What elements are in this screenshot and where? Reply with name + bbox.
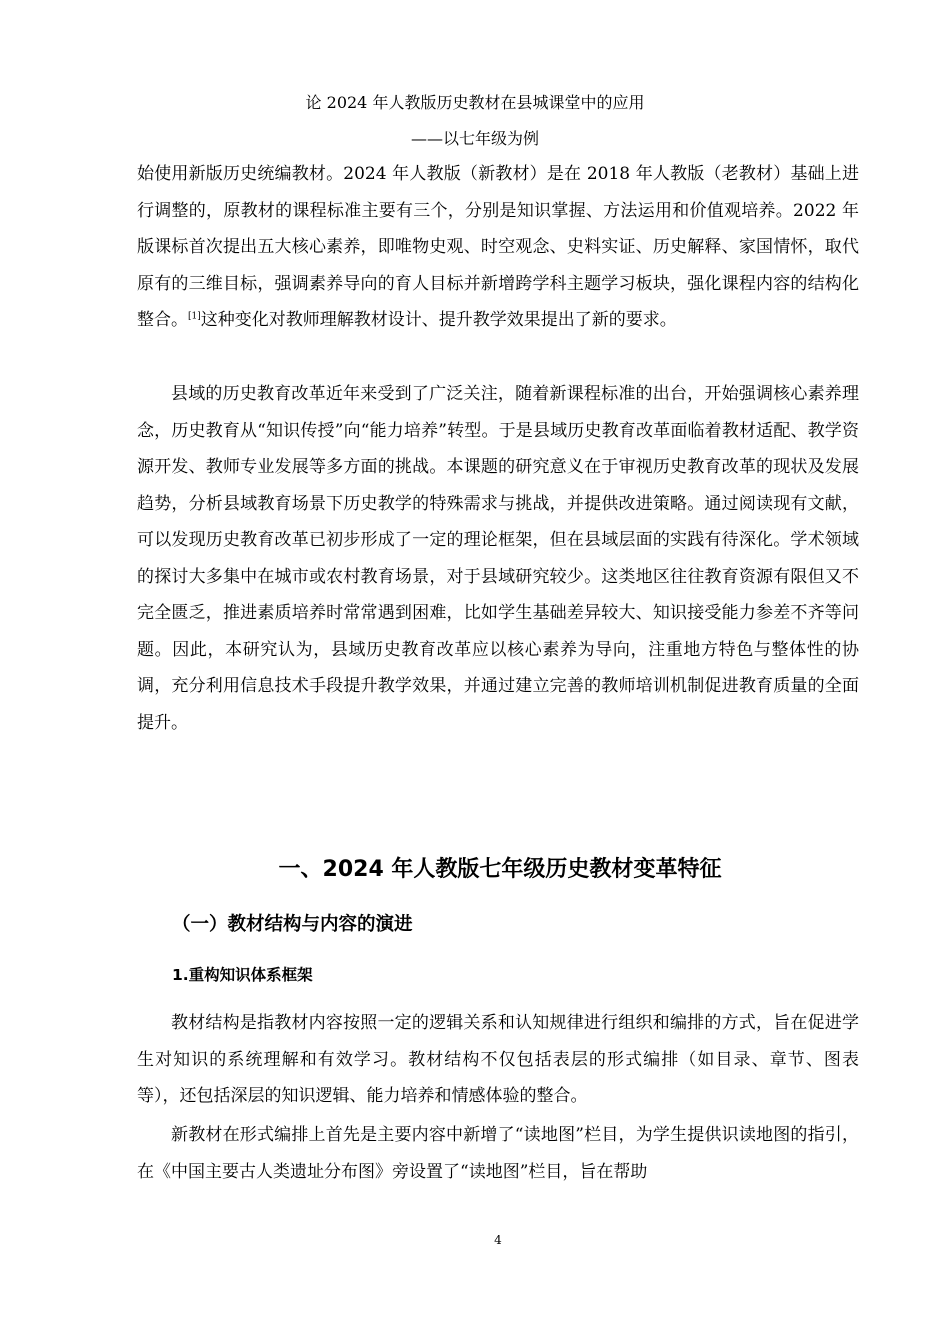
paragraph-county-reform: 县域的历史教育改革近年来受到了广泛关注，随着新课程标准的出台，开始强调核心素养理念，历史教育从“知识传授”向“能力培养”转型。于是县域历史教育改革面临着教材适配、教学资源开发、教师专业发展等多方面的挑战。本课题的研究意义在于审视历史教育改革的现状及发展趋势，分析县域教育场景下历史教学的特殊需求与挑战，并提供改进策略。通过阅读现有文献，可以发现历史教育改革已初步形成了一定的理论框架，但在县域层面的实践有待深化。学术领域的探讨大多集中在城市或农村教育场景，对于县域研究较少。这类地区往往教育资源有限但又不完全匮乏，推进素质培养时常常遇到困难，比如学生基础差异较大、知识接受能力参差不齐等问题。因此，本研究认为，县域历史教育改革应以核心素养为导向，注重地方特色与整体性的协调，充分利用信息技术手段提升教学效果，并通过建立完善的教师培训机制促进教育质量的全面提升。 — [137, 384, 859, 733]
citation-marker: [1] — [188, 311, 201, 322]
paper-subtitle: ——以七年级为例 — [410, 129, 539, 148]
paragraph-textbook-structure: 教材结构是指教材内容按照一定的逻辑关系和认知规律进行组织和编排的方式，旨在促进学生对知识的系统理解和有效学习。教材结构不仅包括表层的形式编排（如目录、章节、图表等），还包括深层的知识逻辑、能力培养和情感体验的整合。 — [137, 1013, 859, 1106]
subsubsection-heading: 1.重构知识体系框架 — [172, 966, 313, 984]
paragraph-text: 始使用新版历史统编教材。2024 年人教版（新教材）是在 2018 年人教版（老教材）基础上进行调整的，原教材的课程标准主要有三个，分别是知识掌握、方法运用和价值观培养。2022 年版课标首次提出五大核心素养，即唯物史观、时空观念、史料实证、历史解释、家国情怀，取代原有的三维目标，强调素养导向的育人目标并新增跨学科主题学习板块，强化课程内容的结构化整合。 — [137, 164, 859, 330]
paper-title: 论 2024 年人教版历史教材在县城课堂中的应用 — [305, 93, 645, 112]
paragraph-text-tail: 这种变化对教师理解教材设计、提升教学效果提出了新的要求。 — [200, 310, 677, 330]
section-heading: 一、2024 年人教版七年级历史教材变革特征 — [278, 857, 722, 882]
paragraph-intro-continued — [137, 156, 859, 339]
subsection-heading: （一）教材结构与内容的演进 — [172, 914, 413, 935]
paragraph-new-textbook-layout: 新教材在形式编排上首先是主要内容中新增了“读地图”栏目，为学生提供识读地图的指引，在《中国主要古人类遗址分布图》旁设置了“读地图”栏目，旨在帮助 — [137, 1125, 859, 1182]
page-number: 4 — [494, 1233, 502, 1247]
